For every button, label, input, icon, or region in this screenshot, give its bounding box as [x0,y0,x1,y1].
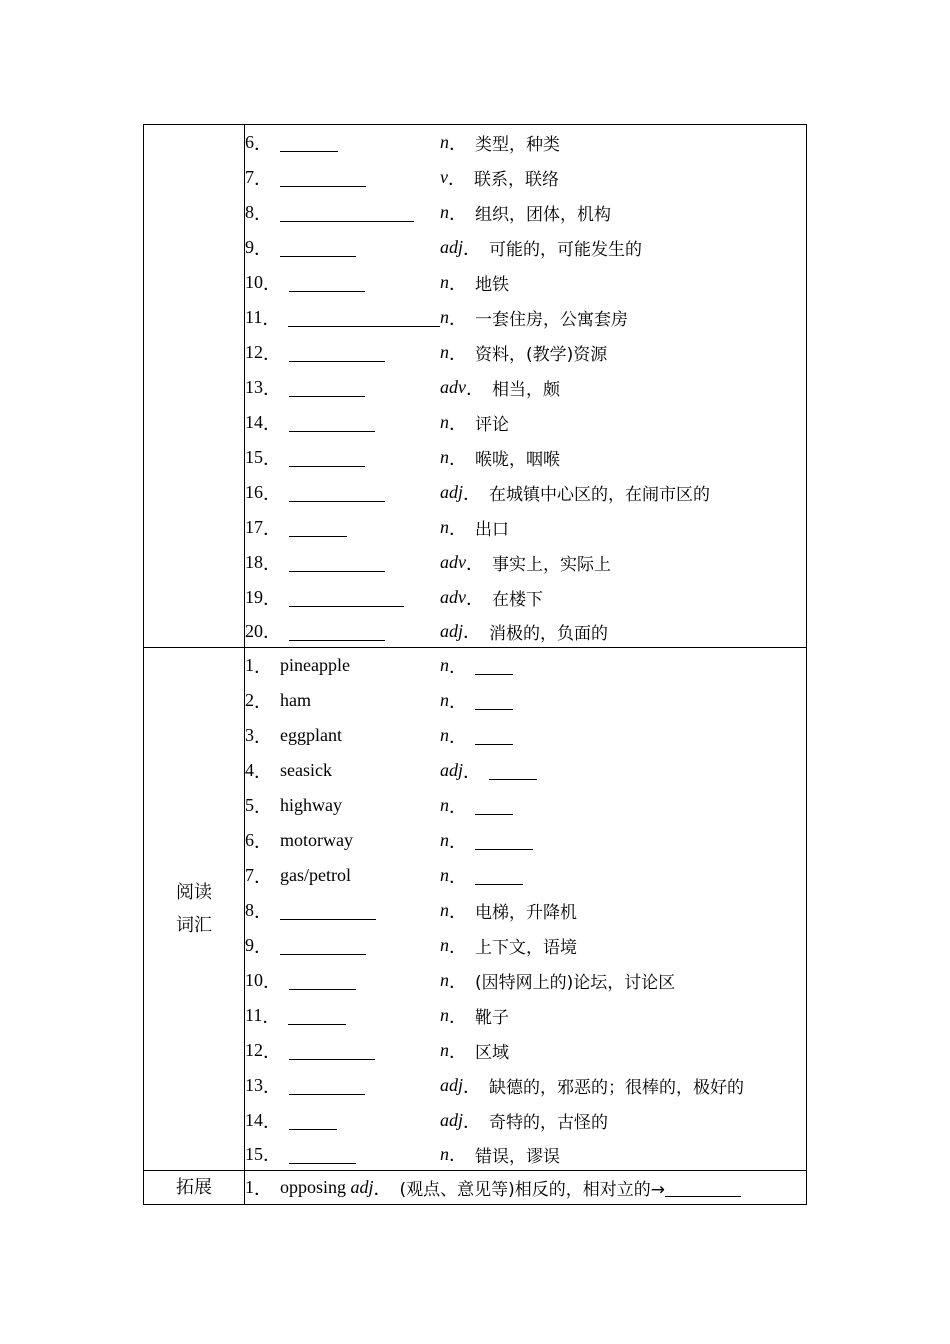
item-right: n ． 错误，谬误 [440,1143,560,1167]
item-left: 5 ． highway [245,795,342,817]
answer-blank[interactable] [665,1178,741,1197]
meaning: 缺德的，邪恶的；很棒的，极好的 [489,1078,745,1098]
part-of-speech: adv [440,377,466,397]
item-right: n ． 喉咙，咽喉 [440,447,560,470]
meaning: 联系，联络 [474,170,559,190]
item-left: 12 ． [245,340,440,366]
item-left: 10 ． [245,968,440,994]
meaning: 组织，团体，机构 [475,205,611,225]
part-of-speech: adj [350,1177,374,1197]
part-of-speech: adj [440,237,464,257]
item-right: n ． [440,688,513,714]
extension-items [245,1171,807,1205]
meaning: 消极的，负面的 [489,623,609,644]
vocab-item [245,1103,806,1138]
item-number: 15 [245,1143,263,1164]
answer-blank[interactable] [288,308,440,327]
meaning: 事实上，实际上 [492,555,611,575]
answer-blank[interactable] [489,761,537,780]
item-right: n ． 类型，种类 [440,132,560,155]
meaning: 资料，(教学)资源 [475,345,608,365]
part-of-speech: adj [440,1075,464,1095]
item-right: n ． 资料，(教学)资源 [440,342,608,365]
section2-items [245,648,807,1171]
item-left: 12 ． [245,1038,440,1064]
answer-blank[interactable] [288,1006,346,1025]
vocab-item [245,265,806,300]
item-number: 19 [245,587,263,607]
part-of-speech: n [440,307,449,327]
section-reading-vocab [144,648,807,1171]
item-number: 11 [245,307,263,327]
answer-blank[interactable] [280,168,366,187]
item-number: 4 [245,760,254,780]
vocab-item [245,998,806,1033]
item-number: 6 [245,830,254,850]
item-right: n ． 电梯，升降机 [440,900,577,923]
item-number: 12 [245,1040,263,1060]
item-number: 17 [245,517,263,537]
word: gas/petrol [280,865,351,885]
vocab-item [245,475,806,510]
answer-blank[interactable] [475,726,513,745]
item-left: 6 ． motorway [245,830,353,852]
part-of-speech: n [440,795,449,815]
meaning: (观点、意见等)相反的，相对立的→ [399,1180,666,1200]
meaning: 喉咙，咽喉 [475,450,560,470]
answer-blank[interactable] [475,831,533,850]
item-number: 8 [245,202,254,222]
item-left: 4 ． seasick [245,760,332,782]
part-of-speech: n [440,935,449,955]
part-of-speech: n [440,725,449,745]
item-right: adj ． 奇特的，古怪的 [440,1110,609,1133]
vocab-item [245,753,806,788]
vocab-item [245,510,806,545]
answer-blank[interactable] [280,936,366,955]
part-of-speech: n [440,865,449,885]
meaning: 可能的，可能发生的 [489,240,643,260]
part-of-speech: adv [440,552,466,572]
part-of-speech: adv [440,587,466,607]
item-left: 19 ． [245,585,440,611]
item-left: 9 ． [245,933,440,959]
answer-blank[interactable] [289,413,375,432]
item-number: 14 [245,412,263,432]
vocab-item [245,788,806,823]
item-left: 13 ． [245,1073,440,1099]
item-left: 11 ． [245,305,440,331]
item-right: adv ． 相当，颇 [440,377,560,400]
item-left: 13 ． [245,375,440,401]
item-left: 15 ． [245,1141,440,1167]
meaning: 上下文，语境 [475,938,577,958]
answer-blank[interactable] [289,553,385,572]
meaning: 电梯，升降机 [475,903,577,923]
item-right: adj ． 可能的，可能发生的 [440,237,643,260]
item-right: adv ． 在楼下 [440,587,543,610]
item-number: 16 [245,482,263,502]
item-number: 11 [245,1005,263,1025]
part-of-speech: v [440,167,448,187]
answer-blank[interactable] [475,866,523,885]
answer-blank[interactable] [289,588,404,607]
item-number: 10 [245,970,263,990]
item-number: 20 [245,620,263,641]
item-number: 3 [245,725,254,745]
answer-blank[interactable] [289,518,347,537]
part-of-speech: n [440,900,449,920]
meaning: 区域 [475,1043,509,1063]
vocab-item [245,580,806,615]
vocabulary-sheet [143,124,807,1205]
meaning: 错误，谬误 [475,1146,560,1167]
item-right: v ． 联系，联络 [440,167,559,190]
extension-item: 1 ． opposing adj ． (观点、意见等)相反的，相对立的→ [245,1172,806,1203]
meaning: (因特网上的)论坛，讨论区 [475,973,676,993]
category-cell-extension [144,1171,245,1205]
item-right: n ． 评论 [440,412,509,435]
vocab-item [245,195,806,230]
item-number: 1 [245,655,254,675]
meaning: 靴子 [475,1008,509,1028]
part-of-speech: n [440,970,449,990]
answer-blank[interactable] [289,483,385,502]
item-right: n ． 组织，团体，机构 [440,202,611,225]
vocab-item [245,230,806,265]
answer-blank[interactable] [280,203,414,222]
meaning: 类型，种类 [475,135,560,155]
item-left: 11 ． [245,1003,440,1029]
item-right: n ． [440,723,513,749]
vocab-item [245,405,806,440]
answer-blank[interactable] [289,273,365,292]
word: eggplant [280,725,342,745]
item-number: 13 [245,1075,263,1095]
item-right: n ． [440,793,513,819]
part-of-speech: n [440,830,449,850]
item-left: 16 ． [245,480,440,506]
meaning: 奇特的，古怪的 [489,1113,609,1133]
answer-blank[interactable] [289,971,356,990]
part-of-speech: n [440,202,449,222]
answer-blank[interactable] [280,238,356,257]
item-left: 20 ． [245,618,440,644]
word: seasick [280,760,332,780]
meaning: 在楼下 [492,590,543,610]
category-cell-reading [144,648,245,1171]
item-number: 9 [245,935,254,955]
vocab-item [245,823,806,858]
answer-blank[interactable] [280,901,376,920]
part-of-speech: n [440,1143,449,1164]
item-left: 3 ． eggplant [245,725,342,747]
item-left: 7 ． [245,165,440,191]
vocab-item [245,718,806,753]
item-right: n ． 一套住房，公寓套房 [440,307,628,330]
answer-blank[interactable] [475,796,513,815]
part-of-speech: n [440,412,449,432]
vocab-item [245,300,806,335]
item-number: 7 [245,167,254,187]
item-right: adj ． 在城镇中心区的，在闹市区的 [440,482,711,505]
vocabulary-table [143,124,807,1205]
vocab-item [245,125,806,160]
word: ham [280,690,311,710]
section1-items [245,125,807,648]
answer-blank[interactable] [289,1145,356,1164]
meaning: 相当，颇 [492,380,560,400]
item-number: 5 [245,795,254,815]
category-cell-empty [144,125,245,648]
answer-blank[interactable] [289,378,365,397]
vocab-item [245,160,806,195]
item-right: n ． (因特网上的)论坛，讨论区 [440,970,676,993]
vocab-item [245,615,806,647]
part-of-speech: n [440,690,449,710]
meaning: 评论 [475,415,509,435]
item-left: 14 ． [245,410,440,436]
item-right: adj ． 缺德的，邪恶的；很棒的，极好的 [440,1075,745,1098]
part-of-speech: adj [440,620,464,641]
item-number: 18 [245,552,263,572]
item-left: 18 ． [245,550,440,576]
item-number: 10 [245,272,263,292]
answer-blank[interactable] [289,448,365,467]
item-left: 9 ． [245,235,440,261]
part-of-speech: n [440,517,449,537]
part-of-speech: adj [440,482,464,502]
item-number: 12 [245,342,263,362]
vocab-item [245,648,806,683]
vocab-item [245,858,806,893]
vocab-item [245,1033,806,1068]
item-right: adv ． 事实上，实际上 [440,552,611,575]
item-right: n ． 出口 [440,517,509,540]
item-right: n ． [440,828,533,854]
meaning: 出口 [475,520,509,540]
item-right: n ． [440,863,523,889]
item-right: n ． 区域 [440,1040,509,1063]
meaning: 在城镇中心区的，在闹市区的 [489,485,711,505]
part-of-speech: n [440,342,449,362]
item-left: 15 ． [245,445,440,471]
item-left: 2 ． ham [245,690,311,712]
item-right: n ． 上下文，语境 [440,935,577,958]
section-extension [144,1171,807,1205]
answer-blank[interactable] [289,1041,375,1060]
section-core-vocab [144,125,807,648]
part-of-speech: n [440,655,449,675]
vocab-item [245,893,806,928]
part-of-speech: n [440,1005,449,1025]
item-left: 8 ． [245,200,440,226]
item-left: 8 ． [245,898,440,924]
vocab-item [245,1068,806,1103]
item-left: 14 ． [245,1108,440,1134]
word: pineapple [280,655,350,675]
part-of-speech: n [440,447,449,467]
answer-blank[interactable] [475,691,513,710]
item-number: 8 [245,900,254,920]
answer-blank[interactable] [280,133,338,152]
item-number: 14 [245,1110,263,1130]
item-number: 13 [245,377,263,397]
vocab-item [245,963,806,998]
part-of-speech: n [440,132,449,152]
vocab-item [245,335,806,370]
item-number: 6 [245,132,254,152]
part-of-speech: n [440,272,449,292]
category-label: 拓展 [176,1177,212,1197]
item-right: n ． 靴子 [440,1005,509,1028]
category-label: 阅读 词汇 [176,882,212,935]
vocab-item [245,440,806,475]
vocab-item [245,545,806,580]
answer-blank[interactable] [289,1076,365,1095]
item-number: 9 [245,237,254,257]
part-of-speech: n [440,1040,449,1060]
word: highway [280,795,342,815]
answer-blank[interactable] [289,1111,337,1130]
answer-blank[interactable] [289,343,385,362]
word: motorway [280,830,353,850]
item-left: 10 ． [245,270,440,296]
item-left: 17 ． [245,515,440,541]
item-number: 7 [245,865,254,885]
item-left: 6 ． [245,130,440,156]
meaning: 地铁 [475,275,509,295]
item-right: adj ． [440,758,537,784]
part-of-speech: adj [440,760,464,780]
meaning: 一套住房，公寓套房 [475,310,628,330]
item-number: 15 [245,447,263,467]
item-left: 1 ． pineapple [245,655,350,677]
part-of-speech: adj [440,1110,464,1130]
vocab-item [245,928,806,963]
item-right: adj ． 消极的，负面的 [440,620,609,644]
item-right: n ． [440,653,513,679]
answer-blank[interactable] [289,622,385,641]
item-left: 7 ． gas/petrol [245,865,351,887]
vocab-item [245,370,806,405]
item-right: n ． 地铁 [440,272,509,295]
answer-blank[interactable] [475,656,513,675]
item-number: 2 [245,690,254,710]
vocab-item [245,1138,806,1170]
vocab-item [245,683,806,718]
word: opposing [280,1177,347,1197]
